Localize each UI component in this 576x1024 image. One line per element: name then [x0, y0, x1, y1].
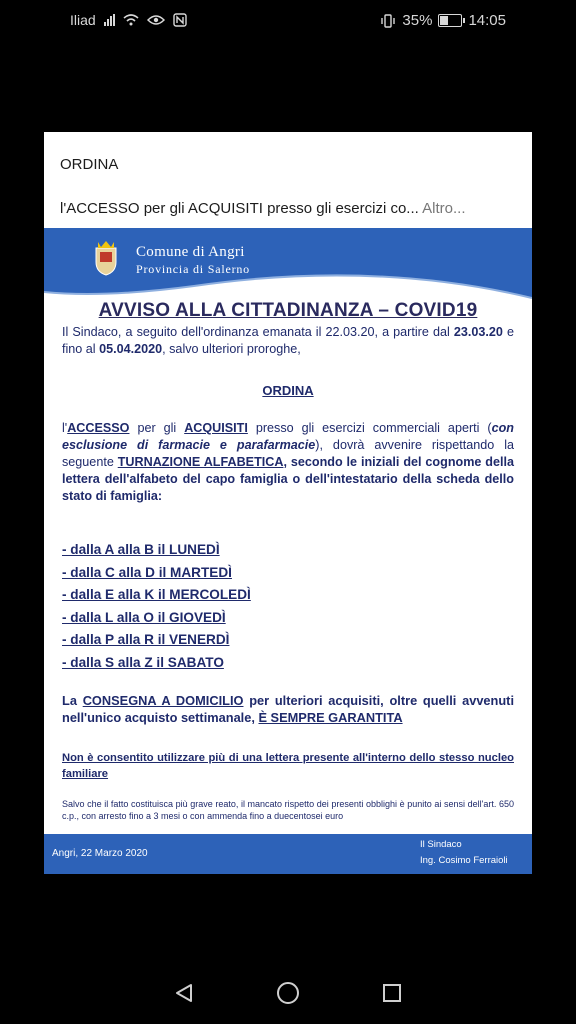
- order-text-2: per gli: [129, 421, 185, 435]
- eye-icon: [147, 14, 165, 26]
- back-icon: [173, 982, 195, 1004]
- schedule-item: - dalla C alla D il MARTEDÌ: [62, 564, 232, 580]
- consegna-bold: CONSEGNA A DOMICILIO: [82, 693, 244, 708]
- see-more-link[interactable]: Altro...: [422, 200, 466, 217]
- intro-text-2: e fino al: [62, 325, 514, 356]
- provincia-name: Provincia di Salerno: [136, 262, 250, 276]
- navigation-bar: [0, 960, 576, 1024]
- delivery-paragraph: [62, 692, 514, 726]
- turnazione-bold: TURNAZIONE ALFABETICA: [117, 455, 284, 469]
- date-from: 23.03.20: [453, 325, 503, 339]
- schedule-item: - dalla E alla K il MERCOLEDÌ: [62, 587, 251, 602]
- home-icon: [276, 981, 300, 1005]
- carrier-label: Iliad: [70, 12, 96, 28]
- order-text-5: , secondo le iniziali del cognome della lettera dell'alfabeto del capo famiglia o dell'intestatario della scheda dello stato di famiglia:: [62, 455, 514, 503]
- status-bar: [0, 0, 576, 40]
- restriction-note: Non è consentito utilizzare più di una lettera presente all'interno dello stesso nucleo familiare: [62, 752, 514, 780]
- recents-button[interactable]: [377, 978, 407, 1008]
- schedule-item: - dalla L alla O il GIOVEDÌ: [62, 609, 226, 625]
- order-text: l': [62, 421, 68, 435]
- signal-icon: [104, 14, 115, 26]
- post-caption[interactable]: [44, 132, 532, 228]
- schedule-item: - dalla S alla Z il SABATO: [62, 654, 224, 670]
- post-preview-text: l'ACCESSO per gli ACQUISITI presso gli esercizi co...: [60, 200, 419, 217]
- schedule-item: - dalla P alla R il VENERDÌ: [62, 632, 230, 647]
- clock: 14:05: [468, 12, 506, 29]
- back-button[interactable]: [169, 978, 199, 1008]
- esclusione-italic: con esclusione di farmacie e parafarmacie: [62, 421, 514, 452]
- post-preview: [60, 200, 466, 217]
- date-to: 05.04.2020: [99, 342, 163, 356]
- footer-name: Ing. Cosimo Ferraioli: [420, 855, 508, 866]
- notice-footer: [44, 834, 532, 874]
- battery-fill: [440, 16, 448, 25]
- post-card: [44, 132, 532, 874]
- post-title: ORDINA: [60, 156, 119, 173]
- battery-icon: [438, 14, 462, 27]
- delivery-text: La: [62, 693, 83, 708]
- penalty-note: Salvo che il fatto costituisca più grave reato, il mancato rispetto dei presenti obblighi è punito ai sensi dell'art. 650 c.p., con arresto fino a 3 mesi o con ammenda fino a duecentosei euro: [62, 799, 514, 821]
- order-paragraph: [62, 420, 514, 505]
- wifi-icon: [123, 14, 139, 26]
- ordina-heading: ORDINA: [262, 383, 314, 398]
- home-button[interactable]: [273, 978, 303, 1008]
- order-text-3: presso gli esercizi commerciali aperti (: [247, 421, 492, 435]
- acquisiti-bold: ACQUISITI: [184, 421, 248, 435]
- intro-paragraph: [62, 324, 514, 358]
- footer-date: Angri, 22 Marzo 2020: [52, 848, 148, 859]
- recents-icon: [381, 982, 403, 1004]
- notice-image[interactable]: [44, 228, 532, 874]
- intro-text-3: , salvo ulteriori proroghe,: [162, 342, 301, 356]
- municipal-crest-icon: [92, 240, 120, 276]
- footer-role: Il Sindaco: [420, 839, 462, 850]
- schedule-list: [62, 539, 251, 674]
- schedule-item: - dalla A alla B il LUNEDÌ: [62, 542, 220, 557]
- nfc-icon: [173, 13, 187, 27]
- garantita-bold: È SEMPRE GARANTITA: [258, 710, 403, 725]
- accesso-bold: ACCESSO: [67, 421, 130, 435]
- order-text-4: ), dovrà avvenire rispettando la seguente: [62, 438, 514, 469]
- battery-percent: 35%: [402, 12, 433, 29]
- comune-name: Comune di Angri: [136, 244, 245, 260]
- notice-title: AVVISO ALLA CITTADINANZA – COVID19: [98, 300, 478, 321]
- intro-text: Il Sindaco, a seguito dell'ordinanza emanata il 22.03.20, a partire dal: [62, 325, 454, 339]
- delivery-text-2: per ulteriori acquisiti, oltre quelli avvenuti nell'unico acquisto settimanale,: [62, 693, 515, 725]
- vibrate-icon: [380, 14, 396, 28]
